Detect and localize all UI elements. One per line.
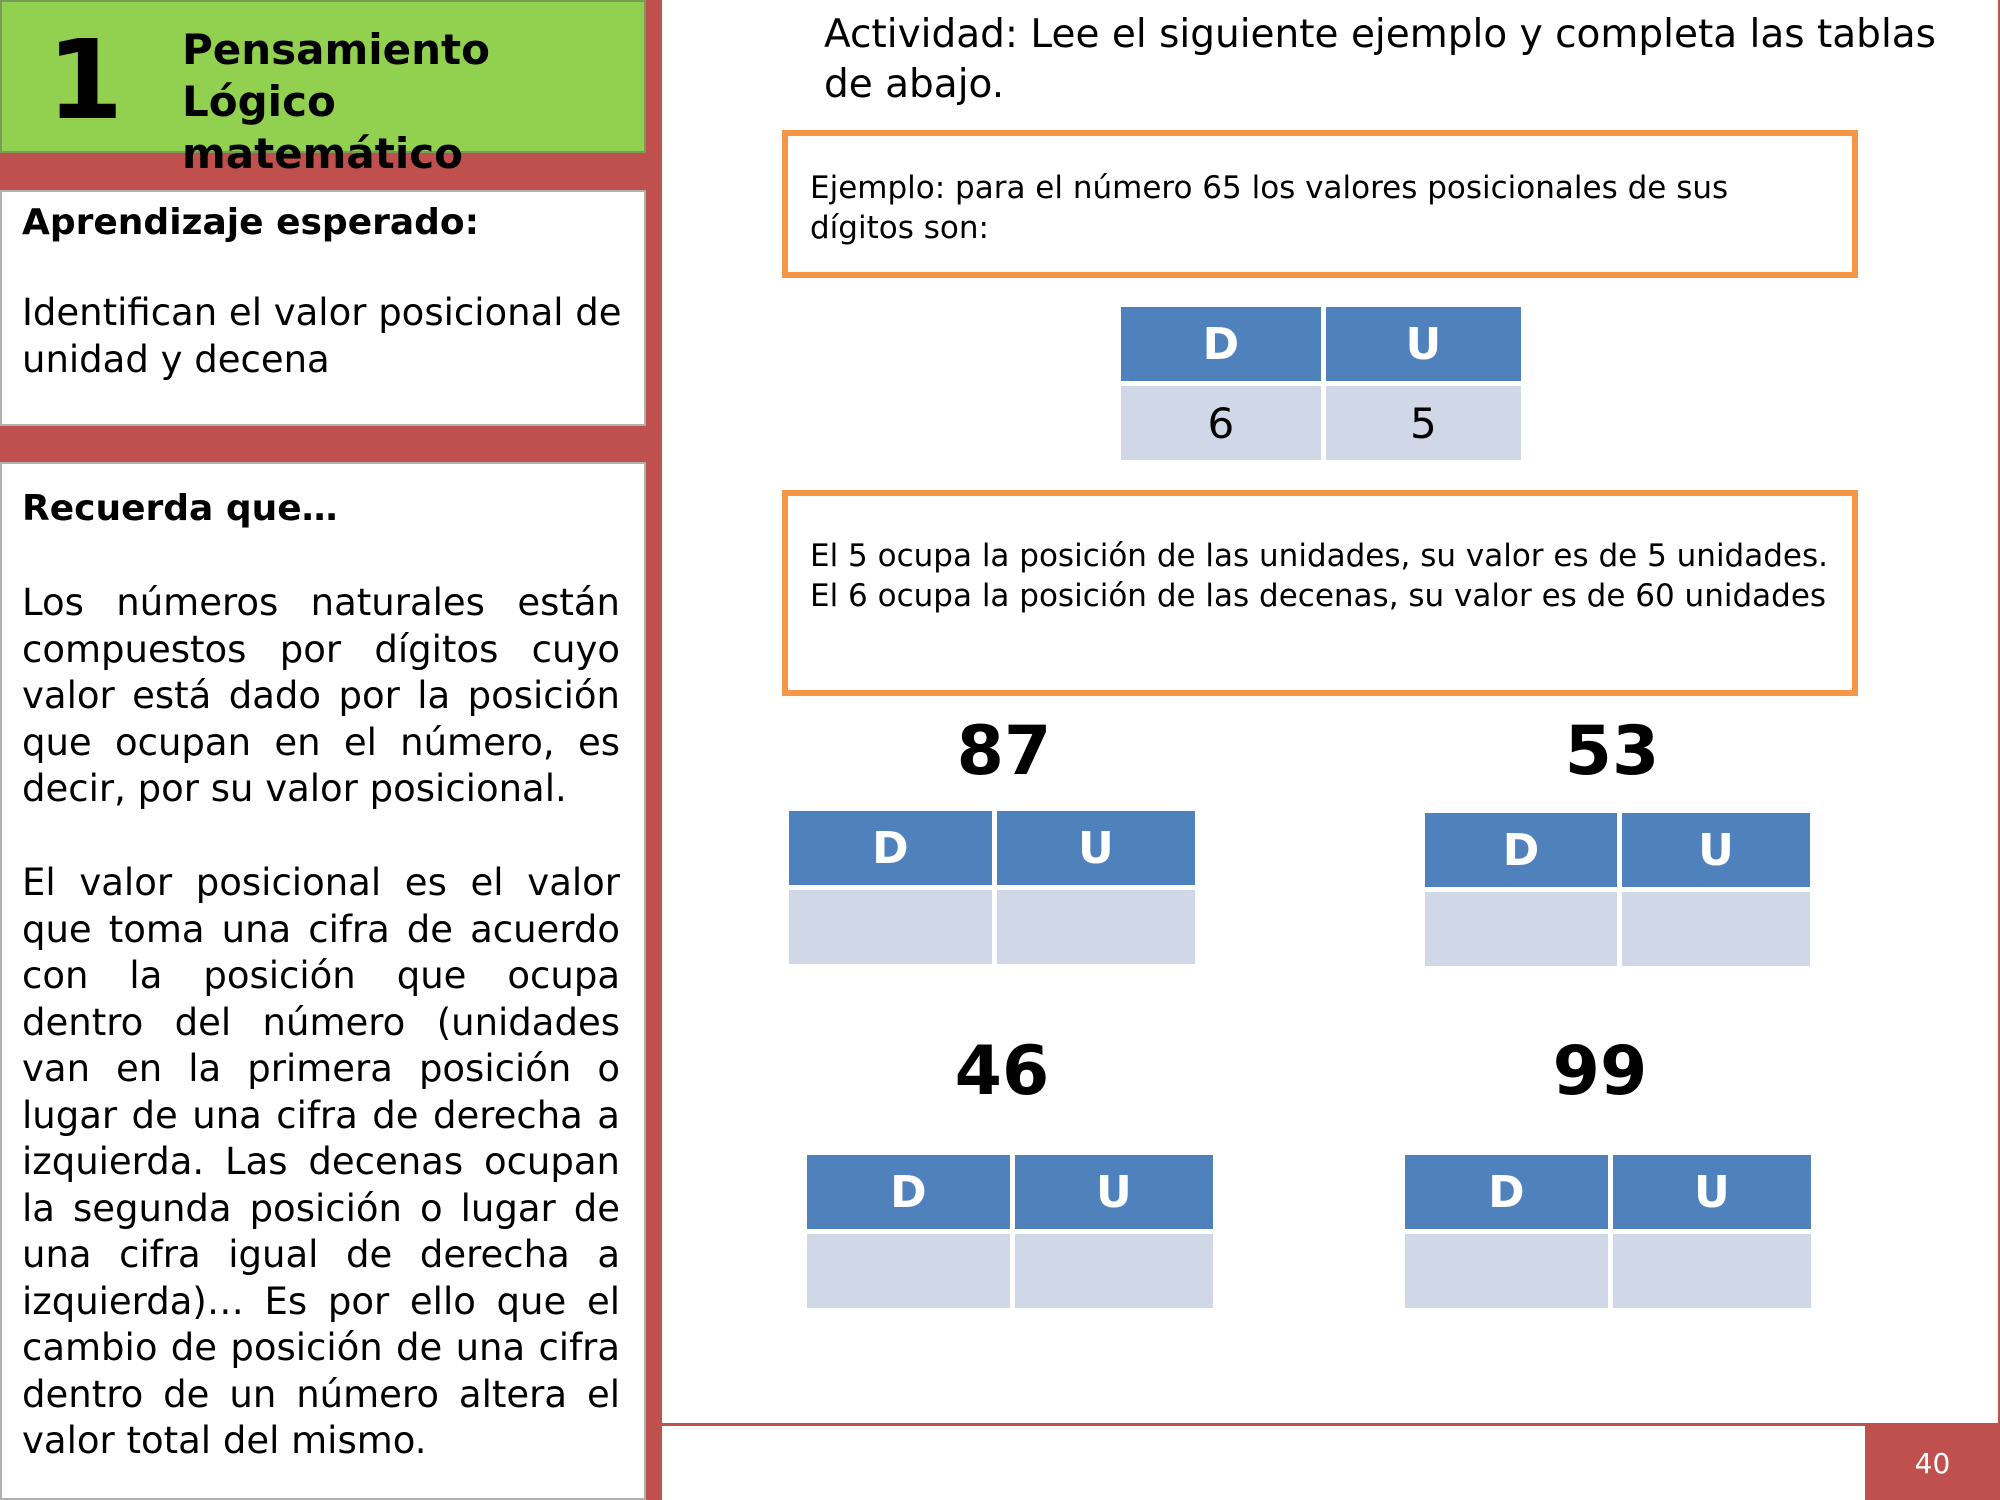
explanation-line-1: El 5 ocupa la posición de las unidades, su valor es de 5 unidades. — [810, 538, 1828, 574]
exercise-2-input-u[interactable] — [1622, 892, 1810, 966]
aprendizaje-text: Identifican el valor posicional de unidad y decena — [22, 291, 622, 381]
recuerda-box — [0, 462, 646, 1500]
exercise-1-col-d: D — [789, 811, 992, 885]
exercise-4-input-d[interactable] — [1405, 1234, 1608, 1308]
exercise-4-col-u: U — [1613, 1155, 1811, 1229]
example-du-table — [1116, 302, 1526, 465]
exercise-3-col-u: U — [1015, 1155, 1213, 1229]
recuerda-paragraph-1: Los números naturales están compuestos por dígitos cuyo valor está dado por la posición que ocupan en el número, es decir, por su valor posicional. — [22, 581, 620, 810]
recuerda-heading: Recuerda que… — [22, 488, 338, 529]
example-col-d: D — [1121, 307, 1321, 381]
exercise-4-col-d: D — [1405, 1155, 1608, 1229]
lesson-title-line2: matemático — [182, 129, 463, 178]
exercise-1-input-u[interactable] — [997, 890, 1195, 964]
lesson-title-line1: Pensamiento Lógico — [182, 25, 490, 126]
example-val-d: 6 — [1121, 386, 1321, 460]
exercise-1-col-u: U — [997, 811, 1195, 885]
exercise-2-col-u: U — [1622, 813, 1810, 887]
example-col-u: U — [1326, 307, 1521, 381]
exercise-3-input-u[interactable] — [1015, 1234, 1213, 1308]
exercise-3-col-d: D — [807, 1155, 1010, 1229]
exercise-table-2 — [1420, 808, 1815, 971]
exercise-1-input-d[interactable] — [789, 890, 992, 964]
exercise-number-1: 87 — [956, 712, 1052, 791]
aprendizaje-box — [0, 190, 646, 426]
page-number: 40 — [1865, 1426, 2000, 1500]
lesson-title — [182, 24, 632, 180]
example-text: Ejemplo: para el número 65 los valores posicionales de sus dígitos son: — [810, 170, 1729, 246]
explanation-line-2: El 6 ocupa la posición de las decenas, su valor es de 60 unidades — [810, 578, 1827, 614]
exercise-2-input-d[interactable] — [1425, 892, 1617, 966]
exercise-3-input-d[interactable] — [807, 1234, 1010, 1308]
exercise-2-col-d: D — [1425, 813, 1617, 887]
exercise-table-3 — [802, 1150, 1218, 1313]
aprendizaje-heading: Aprendizaje esperado: — [22, 202, 480, 243]
exercise-number-3: 46 — [954, 1032, 1050, 1111]
example-val-u: 5 — [1326, 386, 1521, 460]
exercise-4-input-u[interactable] — [1613, 1234, 1811, 1308]
lesson-number: 1 — [46, 16, 124, 144]
exercise-table-1 — [784, 806, 1200, 969]
exercise-number-4: 99 — [1552, 1032, 1648, 1111]
exercise-table-4 — [1400, 1150, 1816, 1313]
footer-bar — [660, 1423, 2000, 1500]
activity-instructions: Actividad: Lee el siguiente ejemplo y completa las tablas de abajo. — [824, 12, 1936, 107]
example-box — [782, 130, 1858, 278]
explanation-box — [782, 490, 1858, 696]
recuerda-paragraph-2: El valor posicional es el valor que toma una cifra de acuerdo con la posición que ocupa dentro del número (unidades van en la primera posición o lugar de una cifra de derecha a izquierda. Las decenas ocupan la segunda posición o lugar de una cifra igual de derecha a izquierda)… Es por ello que el cambio de posición de una cifra dentro de un número altera el valor total del mismo. — [22, 861, 620, 1462]
exercise-number-2: 53 — [1564, 712, 1660, 791]
